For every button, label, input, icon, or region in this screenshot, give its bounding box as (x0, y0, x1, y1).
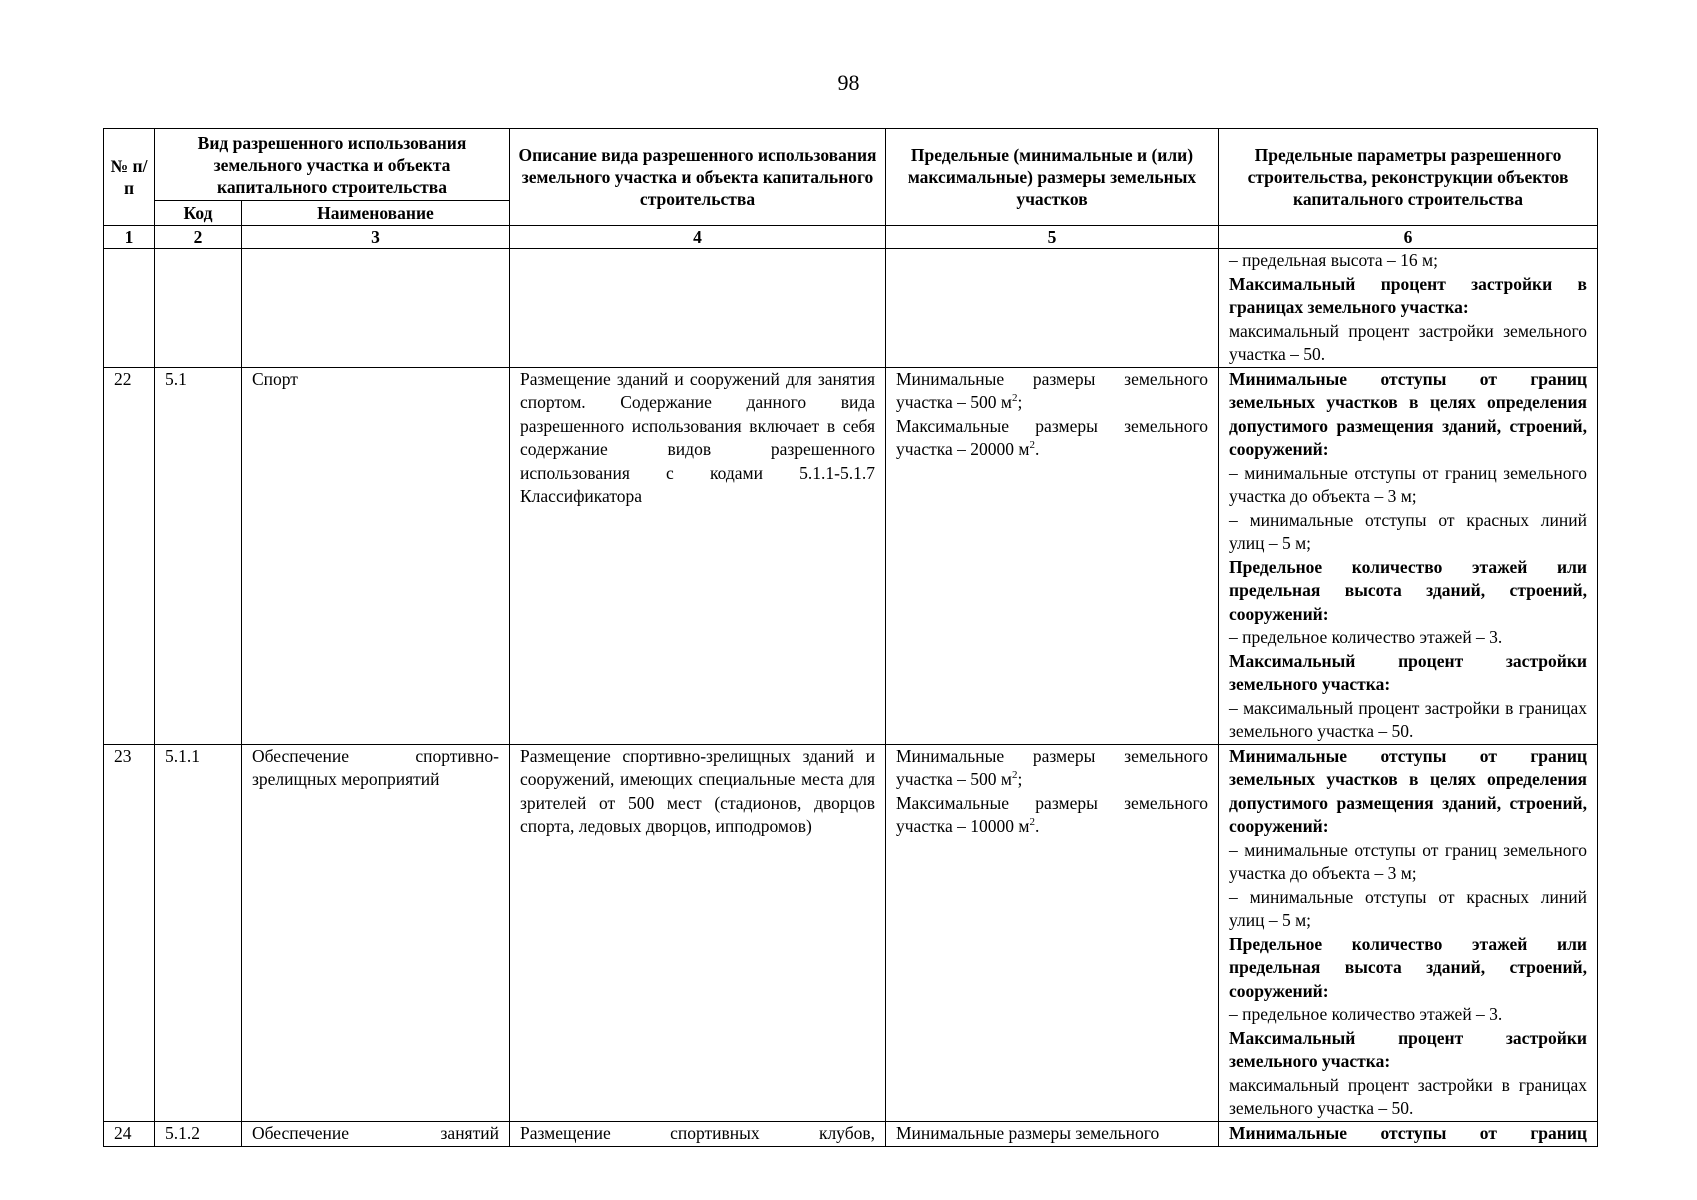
row-name: Спорт (242, 367, 510, 744)
row-description: Размещение спортивно-зрелищных зданий и сооружений, имеющих специальные места для зрителей от 500 мест (стадионов, дворцов спорта, ледовых дворцов, ипподромов) (510, 744, 886, 1121)
column-number-row (104, 226, 1598, 249)
header-sizes: Предельные (минимальные и (или) максимальные) размеры земельных участков (886, 129, 1219, 226)
params-cell (1219, 744, 1598, 1121)
column-number: 6 (1219, 226, 1598, 249)
page-number: 98 (837, 70, 860, 95)
header-num: № п/п (104, 129, 155, 226)
table-row (104, 1121, 1598, 1146)
header-name: Наименование (242, 201, 510, 226)
row-code: 5.1 (155, 367, 242, 744)
land-use-table (103, 128, 1598, 1147)
param-line: – предельное количество этажей – 3. (1229, 1004, 1503, 1024)
sizes-max: Максимальные размеры земельного участка – 20000 м (896, 415, 1208, 459)
header-description: Описание вида разрешенного использования земельного участка и объекта капитального строительства (510, 129, 886, 226)
column-number: 2 (155, 226, 242, 249)
param-line: – предельная высота – 16 м; (1229, 250, 1438, 270)
row-code: 5.1.1 (155, 744, 242, 1121)
param-line: максимальный процент застройки земельного участка – 50. (1229, 320, 1587, 364)
param-heading: Предельное количество этажей или предельная высота зданий, строений, сооружений: (1229, 556, 1587, 624)
row-number: 24 (104, 1121, 155, 1146)
param-heading: Минимальные отступы от границ земельных участков в целях определения допустимого размещения зданий, строений, сооружений: (1229, 368, 1587, 459)
row-description: Размещение зданий и сооружений для занятия спортом. Содержание данного вида разрешенного использования включает в себя содержание видов разрешенного использования с кодами 5.1.1-5.1.7 Классификатора (510, 367, 886, 744)
row-code: 5.1.2 (155, 1121, 242, 1146)
row-sizes: Минимальные размеры земельного участка – 500 $м^2$; Максимальные размеры земельного участка – 10000 $м^2$. (886, 744, 1219, 1121)
column-number: 5 (886, 226, 1219, 249)
param-line: – минимальные отступы от красных линий улиц – 5 м; (1229, 509, 1587, 553)
params-cell: Минимальные отступы от границ (1219, 1121, 1598, 1146)
param-line: – минимальные отступы от красных линий улиц – 5 м; (1229, 886, 1587, 930)
row-sizes: Минимальные размеры земельного участка – 500 $м^2$; Максимальные размеры земельного участка – 20000 $м^2$. (886, 367, 1219, 744)
table-row (104, 367, 1598, 744)
param-heading: Максимальный процент застройки земельного участка: (1229, 650, 1587, 694)
row-name: Обеспечение занятий (242, 1121, 510, 1146)
param-line: максимальный процент застройки в границах земельного участка – 50. (1229, 1074, 1587, 1118)
param-heading: Максимальный процент застройки земельного участка: (1229, 1027, 1587, 1071)
row-sizes: Минимальные размеры земельного (886, 1121, 1219, 1146)
column-number: 3 (242, 226, 510, 249)
param-line: – максимальный процент застройки в границах земельного участка – 50. (1229, 697, 1587, 741)
table-row-continued (104, 249, 1598, 368)
sizes-min: Минимальные размеры земельного участка – 500 м (896, 368, 1208, 412)
row-number: 22 (104, 367, 155, 744)
params-cell (1219, 249, 1598, 368)
row-name: Обеспечение спортивно-зрелищных мероприятий (242, 744, 510, 1121)
param-heading: Максимальный процент застройки в границах земельного участка: (1229, 273, 1587, 317)
column-number: 1 (104, 226, 155, 249)
params-cell (1219, 367, 1598, 744)
table-row (104, 744, 1598, 1121)
param-line: – предельное количество этажей – 3. (1229, 627, 1503, 647)
param-line: – минимальные отступы от границ земельного участка до объекта – 3 м; (1229, 839, 1587, 883)
row-description: Размещение спортивных клубов, (510, 1121, 886, 1146)
sizes-max: Максимальные размеры земельного участка – 10000 м (896, 792, 1208, 836)
sizes-min: Минимальные размеры земельного участка – 500 м (896, 745, 1208, 789)
param-heading: Предельное количество этажей или предельная высота зданий, строений, сооружений: (1229, 933, 1587, 1001)
header-params: Предельные параметры разрешенного строительства, реконструкции объектов капитального строительства (1219, 129, 1598, 226)
column-number: 4 (510, 226, 886, 249)
param-heading: Минимальные отступы от границ земельных участков в целях определения допустимого размещения зданий, строений, сооружений: (1229, 745, 1587, 836)
header-code: Код (155, 201, 242, 226)
param-line: – минимальные отступы от границ земельного участка до объекта – 3 м; (1229, 462, 1587, 506)
header-vid: Вид разрешенного использования земельного участка и объекта капитального строительства (155, 129, 510, 201)
row-number: 23 (104, 744, 155, 1121)
